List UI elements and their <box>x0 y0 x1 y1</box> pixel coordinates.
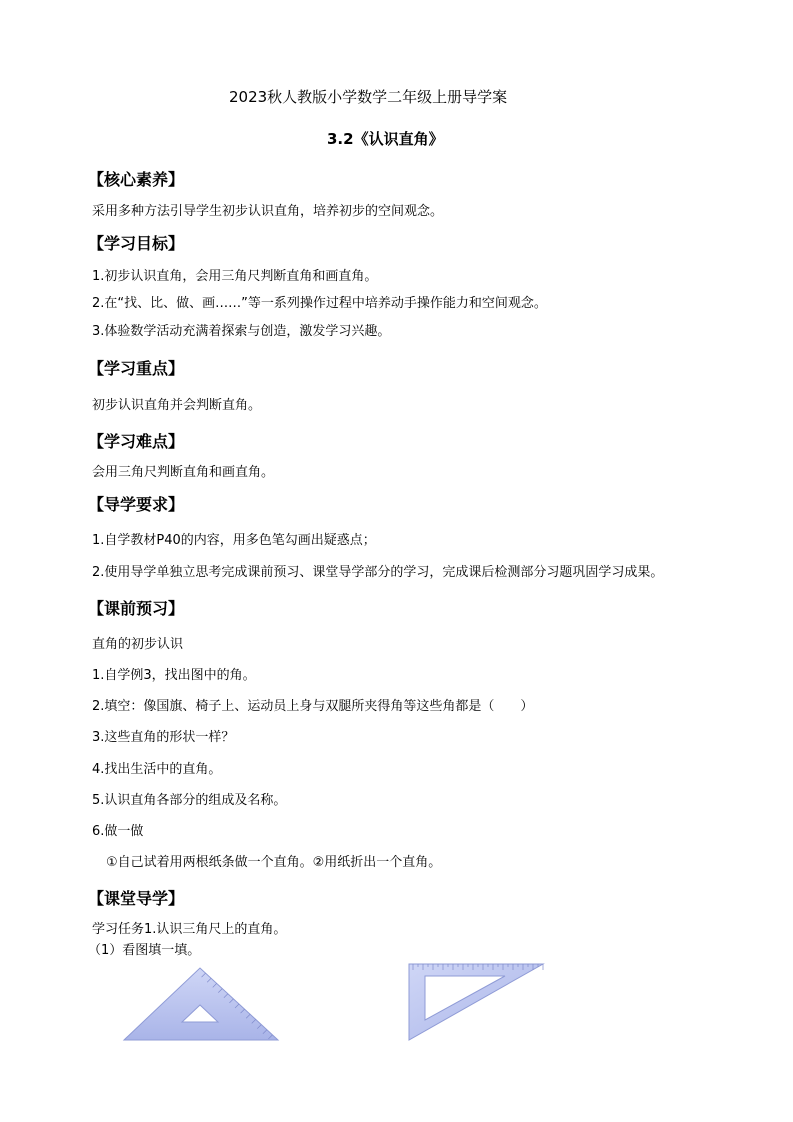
section-heading-classroom: 【课堂导学】 <box>88 889 185 908</box>
preview-item: 3.这些直角的形状一样？ <box>92 730 235 745</box>
section-heading-focus: 【学习重点】 <box>88 359 185 378</box>
classroom-step: （1）看图填一填。 <box>88 943 201 958</box>
preview-item: 5.认识直角各部分的组成及名称。 <box>92 793 287 808</box>
difficulty-text: 会用三角尺判断直角和画直角。 <box>92 465 275 480</box>
classroom-task: 学习任务1.认识三角尺上的直角。 <box>92 922 287 937</box>
preview-item: 4.找出生活中的直角。 <box>92 762 222 777</box>
core-text: 采用多种方法引导学生初步认识直角，培养初步的空间观念。 <box>92 204 444 219</box>
section-heading-preview: 【课前预习】 <box>88 599 185 618</box>
preview-item: 2.填空：像国旗、椅子上、运动员上身与双腿所夹得角等这些角都是（ ） <box>92 699 534 714</box>
preview-item: 6.做一做 <box>92 824 144 839</box>
goal-item: 3.体验数学活动充满着探索与创造，激发学习兴趣。 <box>92 324 391 339</box>
section-heading-core: 【核心素养】 <box>88 170 185 189</box>
page-title: 2023秋人教版小学数学二年级上册导学案 <box>229 88 508 106</box>
requirement-item: 1.自学教材P40的内容，用多色笔勾画出疑惑点； <box>92 533 376 548</box>
section-heading-goals: 【学习目标】 <box>88 234 185 253</box>
isosceles-triangle-ruler-icon <box>120 962 282 1044</box>
preview-item: 1.自学例3，找出图中的角。 <box>92 668 256 683</box>
section-heading-difficulty: 【学习难点】 <box>88 432 185 451</box>
preview-subitem: ①自己试着用两根纸条做一个直角。②用纸折出一个直角。 <box>106 855 442 870</box>
lesson-title: 3.2《认识直角》 <box>327 130 444 148</box>
section-heading-requirements: 【导学要求】 <box>88 495 185 514</box>
requirement-item: 2.使用导学单独立思考完成课前预习、课堂导学部分的学习，完成课后检测部分习题巩固学习成果。 <box>92 565 664 580</box>
preview-intro: 直角的初步认识 <box>92 637 184 652</box>
goal-item: 1.初步认识直角，会用三角尺判断直角和画直角。 <box>92 269 378 284</box>
right-triangle-ruler-icon <box>405 960 547 1044</box>
goal-item: 2.在“找、比、做、画……”等一系列操作过程中培养动手操作能力和空间观念。 <box>92 296 547 311</box>
focus-text: 初步认识直角并会判断直角。 <box>92 398 262 413</box>
